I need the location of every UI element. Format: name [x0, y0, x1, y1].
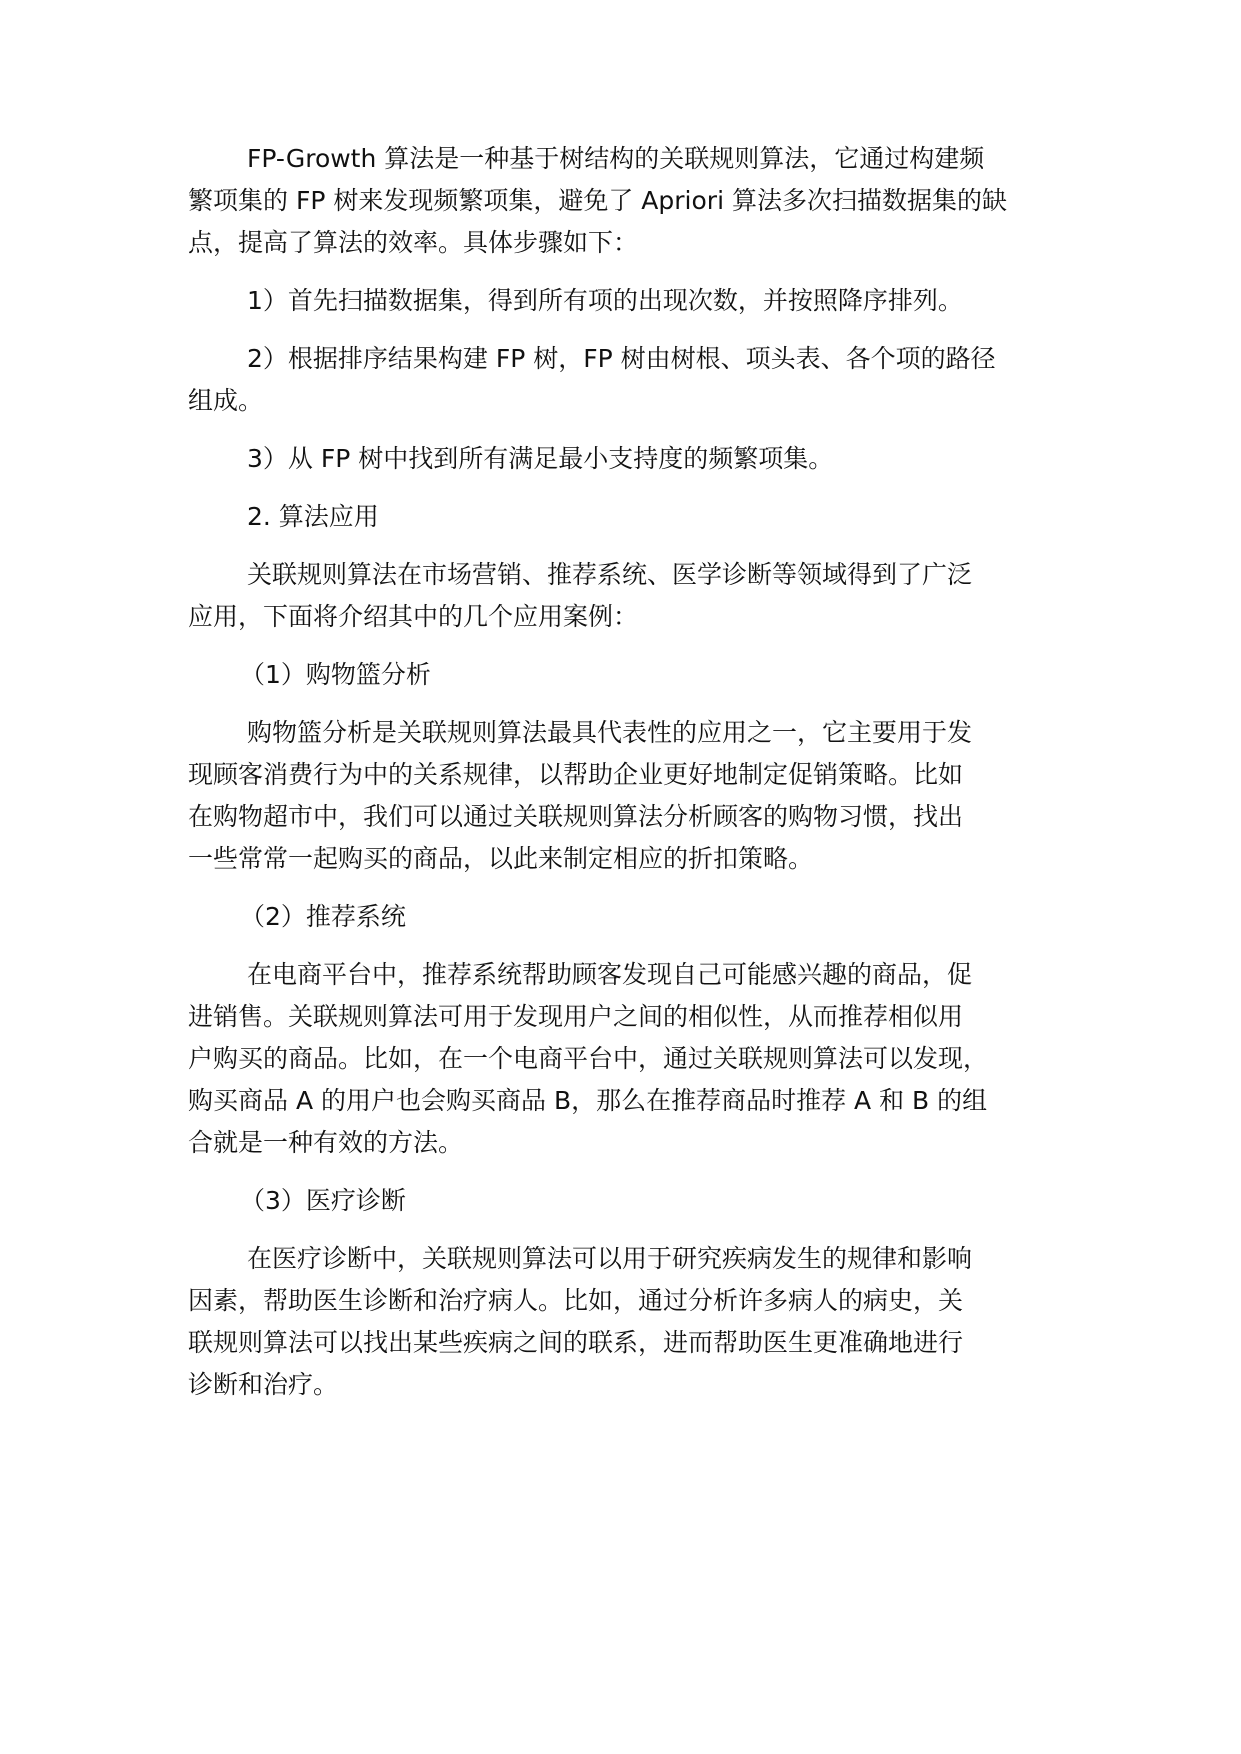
subsection-heading: （2）推荐系统	[240, 902, 406, 931]
text-line: 联规则算法可以找出某些疾病之间的联系，进而帮助医生更准确地进行	[188, 1328, 964, 1357]
text-line: 进销售。关联规则算法可用于发现用户之间的相似性，从而推荐相似用	[188, 1002, 964, 1031]
text-line: 在购物超市中，我们可以通过关联规则算法分析顾客的购物习惯，找出	[188, 802, 964, 831]
text-line: 组成。	[188, 386, 264, 415]
text-line: 应用，下面将介绍其中的几个应用案例：	[188, 602, 639, 631]
text-line: 2）根据排序结果构建 FP 树，FP 树由树根、项头表、各个项的路径	[247, 344, 996, 373]
text-line: 现顾客消费行为中的关系规律，以帮助企业更好地制定促销策略。比如	[188, 760, 964, 789]
section-heading: 2. 算法应用	[247, 502, 379, 531]
text-line: 点，提高了算法的效率。具体步骤如下：	[188, 228, 639, 257]
text-line: 在电商平台中，推荐系统帮助顾客发现自己可能感兴趣的商品，促	[247, 960, 973, 989]
text-line: 户购买的商品。比如，在一个电商平台中，通过关联规则算法可以发现，	[188, 1044, 989, 1073]
subsection-heading: （3）医疗诊断	[240, 1186, 406, 1215]
text-line: FP-Growth 算法是一种基于树结构的关联规则算法，它通过构建频	[247, 144, 985, 173]
text-line: 一些常常一起购买的商品，以此来制定相应的折扣策略。	[188, 844, 814, 873]
text-line: 因素，帮助医生诊断和治疗病人。比如，通过分析许多病人的病史，关	[188, 1286, 964, 1315]
text-line: 繁项集的 FP 树来发现频繁项集，避免了 Apriori 算法多次扫描数据集的缺	[188, 186, 1007, 215]
text-line: 合就是一种有效的方法。	[188, 1128, 464, 1157]
text-line: 购买商品 A 的用户也会购买商品 B，那么在推荐商品时推荐 A 和 B 的组	[188, 1086, 988, 1115]
text-line: 在医疗诊断中，关联规则算法可以用于研究疾病发生的规律和影响	[247, 1244, 973, 1273]
text-line: 关联规则算法在市场营销、推荐系统、医学诊断等领域得到了广泛	[247, 560, 973, 589]
text-line: 购物篮分析是关联规则算法最具代表性的应用之一，它主要用于发	[247, 718, 973, 747]
text-line: 诊断和治疗。	[188, 1370, 339, 1399]
subsection-heading: （1）购物篮分析	[240, 660, 431, 689]
text-line: 3）从 FP 树中找到所有满足最小支持度的频繁项集。	[247, 444, 834, 473]
text-line: 1）首先扫描数据集，得到所有项的出现次数，并按照降序排列。	[247, 286, 963, 315]
